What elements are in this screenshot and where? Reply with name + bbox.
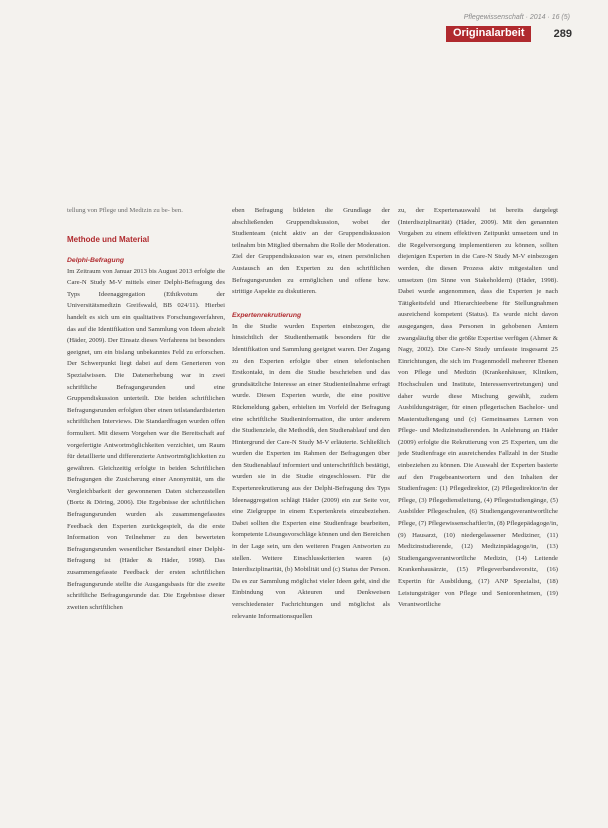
column-2 — [232, 205, 390, 622]
page-number: 289 — [553, 28, 572, 40]
column-3 — [398, 205, 558, 611]
body-text: Im Zeitraum von Januar 2013 bis August 2013 erfolgte die Care-N Study M-V mittels einer Delphi-Befragung des Typs Ideenaggregation (Ethikvotum der Universitätsmedizin Greifswald, BB 024/11). Hierbei handelt es sich um ein qualitatives Forschungsverfahren, das auf die Identifikation und Sammlung von Ideen abzielt (Häder, 2009). Der Einsatz dieses Verfahrens ist besonders geeignet, um ein bislang unbekanntes Feld zu erforschen. Der Schwerpunkt liegt dabei auf dem Generieren von Spezialwissen. Die Datenerhebung war in zwei schriftliche Befragungsrunden und eine Gruppendiskussion unterteilt. Die beiden schriftlichen Befragungsrunden erfolgten über einen teilstandardisierten schriftlichen Interviews. Die Standardfragen wurden offen formuliert. Mit diesem Vorgehen war die Bereitschaft auf vorgefertigte Antwortmöglichkeiten verzichtet, um Raum für detaillierte und differenzierte Antwortmöglichkeiten zu gewähren. Gleichzeitig erfolgte in beiden Schriftlichen Befragungen die Zusicherung einer Anonymität, um die Vergleichbarkeit der gewonnenen Daten sicherzustellen (Bortz & Döring, 2006). Die Ergebnisse der schriftlichen Befragungsrunden wurden als zusammengefasstes Feedback den Experten zurückgespielt, da die erste Information von Teilnehmer zu den bewerteten Befragungsrunden wesentlicher Bestandteil einer Delphi-Befragung ist (Häder & Häder, 1998). Das zusammengefasste Feedback der ersten schriftlichen Befragungsrunde stellte die Ausgangsbasis für die zweite schriftliche Befragungsrunde dar. Die Ergebnisse dieser zweiten schriftlichen — [67, 267, 225, 611]
journal-name: Pflegewissenschaft · 2014 · 16 (5) — [463, 14, 570, 21]
body-text: eben Befragung bildeten die Grundlage der abschließenden Gruppendiskussion, wobei der Studienteam (nicht aktiv an der Gruppendiskussion teilnahm bin Mitglied übernahm die Rolle der Moderation. Ziel der Gruppendiskussion war es, einen persönlichen Austausch an den Experten zu den schriftlichen Befragungsrunden zu ermöglichen und offene bzw. strittige Aspekte zu diskutieren. — [232, 207, 390, 296]
body-text: In die Studie wurden Experten einbezogen, die hinsichtlich der Studienthematik besonders für die Identifikation und Sammlung geeignet waren. Der Zugang zu den Experten erfolgte über einen telefonischen Erstkontakt, in dem die Studie beschrieben und das grundsätzliche Interesse an einer Studienteilnahme erfragt wurde. Diesen Experten wurde, die eine positive Rückmeldung gaben, erhielten im Vorfeld der Befragung eine schriftliche Studieninformation, die unter anderem die Studienziele, die Methodik, den Studienablauf und den Hintergrund der Care-N Study M-V erläuterte. Schließlich wurden die Experten im Rahmen der Befragungen über den Studienablauf informiert und unterschriftlich bestätigt, wurden sie in die Studie eingeschlossen. Für die Expertenrekrutierung aus der Delphi-Befragung des Typs Ideenaggregation schlägt Häder (2009) ein zur Seite vor, eine Zielgruppe in einem Expertenkreis einzubeziehen. Dabei sollten die Experten eine Studienfrage bearbeiten, kompetente Lösungsvorschläge können und den Bereichen in der Lage sein, um den weiteren Fragen Antworten zu stellen. Weitere Einschlusskriterien waren (a) Interdisziplinarität, (b) Mobilität und (c) Status der Person. Da es zur Sammlung möglichst vieler Ideen geht, sind die Einbindung von Akteuren und Denkweisen verschiedenster Fachrichtungen und möglichst als relevante Informationsquellen — [232, 322, 390, 620]
page-header — [446, 26, 572, 42]
column-1 — [67, 205, 225, 613]
intro-text: tellung von Pflege und Medizin zu be- ben. — [67, 207, 183, 214]
subheading-experts: Expertenrekrutierung — [232, 311, 302, 319]
body-text: zu, der Expertenauswahl ist bereits dargelegt (Interdisziplinarität) (Häder, 2009). Mit den genannten Vorgaben zu einem effektiven Zeitpunkt umsetzen und in die Regelversorgung implementieren zu können, sollten diejenigen Experten in die Care-N Study M-V einbezogen werden, die diesen Prozess aktiv mitgestalten und umsetzen (im Sinne von Stakeholdern) (Häder, 1998). Dabei wurde angenommen, dass die Experten je nach Tätigkeitsfeld und Hierarchieebene für Stellungnahmen ausreichend kompetent (Status). Es wurde nicht davon ausgegangen, dass Personen in gehobenen Ämtern zwangsläufig über die größte Expertise verfügen (Ahmer & Nagy, 2002). Die Care-N Study umfasste insgesamt 25 Einrichtungen, die sich im Fragenmodell mehrerer Ebenen von Pflege und Medizin (Krankenhäuser, Kliniken, Hochschulen und Institute, Interessenvertretungen) und daher wurde diese Mischung gewählt, zudem Ausbildungsträger, für einen pflegerischen Bachelor- und Masterstudiengang und (c) Gemeinsames Lernen von Pflege- und Medizinstudierenden. In Anlehnung an Häder (2009) erfolgte die Rekrutierung von 25 Experten, um die jede Studienfrage ein ausreichendes Fallzahl in der Studie einbeziehen zu können. Die Auswahl der Experten basierte auf den Fragebeantwortern und den Inhalten der Studienfragen: (1) Pflegedirektor, (2) Pflegedirektor/in der Pflege, (3) Pflegedienstleitung, (4) Pflegestudiengänge, (5) Ausbilder Pflegeschulen, (6) Studiengangsverantwortliche Pflege, (7) Pflegewissenschaftler/in, (8) Pflegepädagoge/in, (9) Hausarzt, (10) niedergelassener Mediziner, (11) Medizinstudierende, (12) Medizinpädagoge/in, (13) Studiengangsverantwortliche Medizin, (14) Leitende Krankenhausärzte, (15) Pflegeverbandsvorsitz, (16) Expertin für Ausbildung, (17) ANP Spezialist, (18) Leistungsträger von Pflege und Seniorenheimen, (19) Verantwortliche — [398, 207, 558, 609]
section-badge: Originalarbeit — [446, 26, 531, 42]
subheading-delphi: Delphi-Befragung — [67, 256, 125, 264]
section-heading: Methode und Material — [67, 234, 150, 244]
